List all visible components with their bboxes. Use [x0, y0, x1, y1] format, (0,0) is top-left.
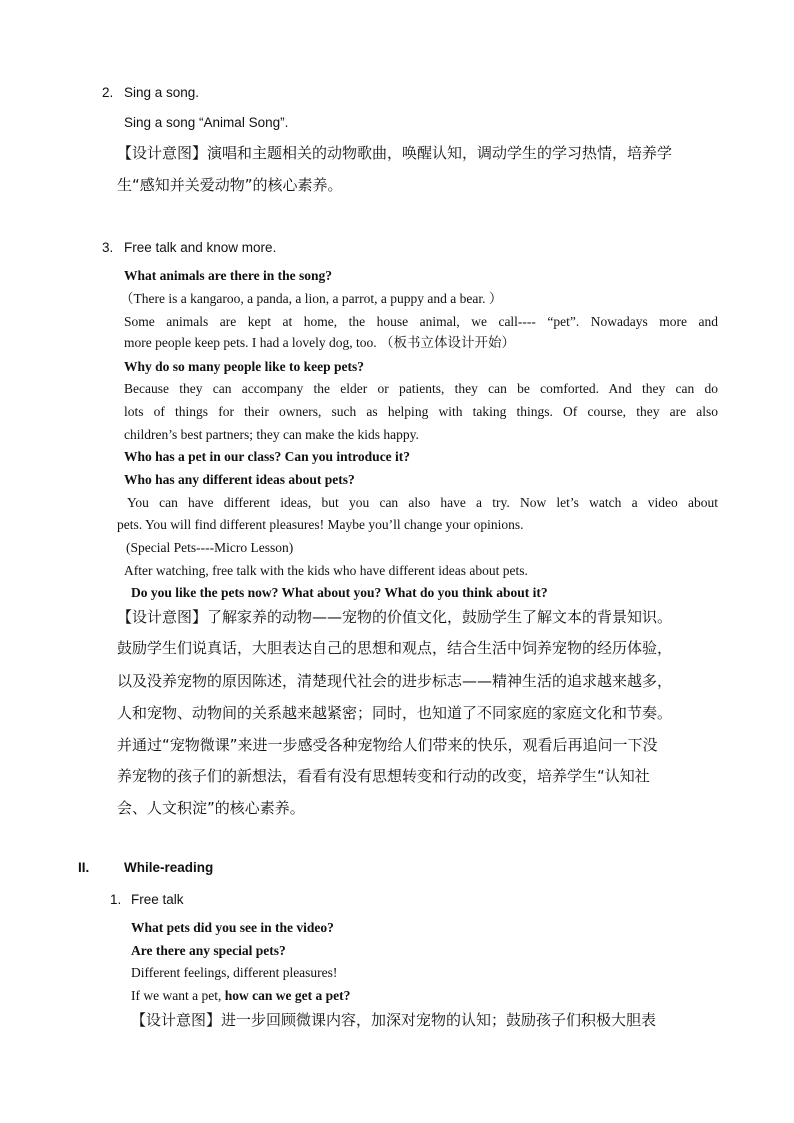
- item-number: 1.: [110, 892, 122, 907]
- item-title: Sing a song.: [124, 85, 200, 100]
- question-text: Why do so many people like to keep pets?: [124, 359, 365, 374]
- design-intent-line: 鼓励学生们说真话，大胆表达自己的思想和观点，结合生活中饲养宠物的经历体验，: [117, 639, 673, 657]
- question-text: Who has any different ideas about pets?: [124, 472, 355, 487]
- section-heading: While-reading: [124, 860, 214, 875]
- design-intent-line: 【设计意图】进一步回顾微课内容，加深对宠物的认知；鼓励孩子们积极大胆表: [131, 1011, 657, 1029]
- design-intent-line: 并通过“宠物微课”来进一步感受各种宠物给人们带来的快乐，观看后再追问一下没: [117, 736, 658, 754]
- item-title: Free talk and know more.: [124, 240, 277, 255]
- paragraph-line: lots of things for their owners, such as helping with taking things. Of course, they are also: [124, 404, 718, 419]
- design-intent-line: 人和宠物、动物间的关系越来越紧密；同时，也知道了不同家庭的家庭文化和节奏。: [117, 704, 673, 722]
- answer-text: （There is a kangaroo, a panda, a lion, a parrot, a puppy and a bear. ）: [120, 291, 503, 306]
- question-text: What pets did you see in the video?: [131, 920, 334, 935]
- item-number: 3.: [102, 240, 114, 255]
- paragraph-line: pets. You will find different pleasures! Maybe you’ll change your opinions.: [117, 517, 524, 532]
- paragraph-line: Different feelings, different pleasures!: [131, 965, 338, 980]
- design-intent-line: 生“感知并关爱动物”的核心素养。: [117, 176, 343, 194]
- paragraph-line: After watching, free talk with the kids who have different ideas about pets.: [124, 563, 528, 578]
- paragraph-plain-text: If we want a pet,: [131, 988, 225, 1003]
- item-number: 2.: [102, 85, 114, 100]
- paragraph-line: Because they can accompany the elder or patients, they can be comforted. And they can do: [124, 381, 718, 396]
- item-title: Free talk: [131, 892, 184, 907]
- question-text: What animals are there in the song?: [124, 268, 333, 283]
- paragraph-line: children’s best partners; they can make the kids happy.: [124, 427, 419, 442]
- paragraph-line: You can have different ideas, but you can also have a try. Now let’s watch a video about: [127, 495, 718, 510]
- paragraph-line: more people keep pets. I had a lovely dog, too. （板书立体设计开始）: [124, 335, 516, 350]
- section-number: II.: [78, 860, 90, 875]
- paragraph-line: (Special Pets----Micro Lesson): [126, 540, 294, 555]
- design-intent-line: 以及没养宠物的原因陈述，清楚现代社会的进步标志——精神生活的追求越来越多，: [117, 672, 673, 690]
- paragraph-line: [131, 989, 350, 1003]
- design-intent-line: 【设计意图】了解家养的动物——宠物的价值文化，鼓励学生了解文本的背景知识。: [117, 608, 673, 626]
- design-intent-line: 【设计意图】演唱和主题相关的动物歌曲，唤醒认知，调动学生的学习热情，培养学: [117, 144, 673, 162]
- question-text: Are there any special pets?: [131, 943, 286, 958]
- item-body: Sing a song “Animal Song”.: [124, 115, 289, 130]
- paragraph-line: Some animals are kept at home, the house animal, we call---- “pet”. Nowadays more and: [124, 314, 718, 329]
- design-intent-line: 养宠物的孩子们的新想法，看看有没有思想转变和行动的改变，培养学生“认知社: [117, 767, 650, 785]
- paragraph-bold-text: how can we get a pet?: [224, 988, 351, 1003]
- question-text: Do you like the pets now? What about you? What do you think about it?: [131, 585, 548, 600]
- design-intent-line: 会、人文积淀”的核心素养。: [117, 799, 305, 817]
- question-text: Who has a pet in our class? Can you introduce it?: [124, 449, 411, 464]
